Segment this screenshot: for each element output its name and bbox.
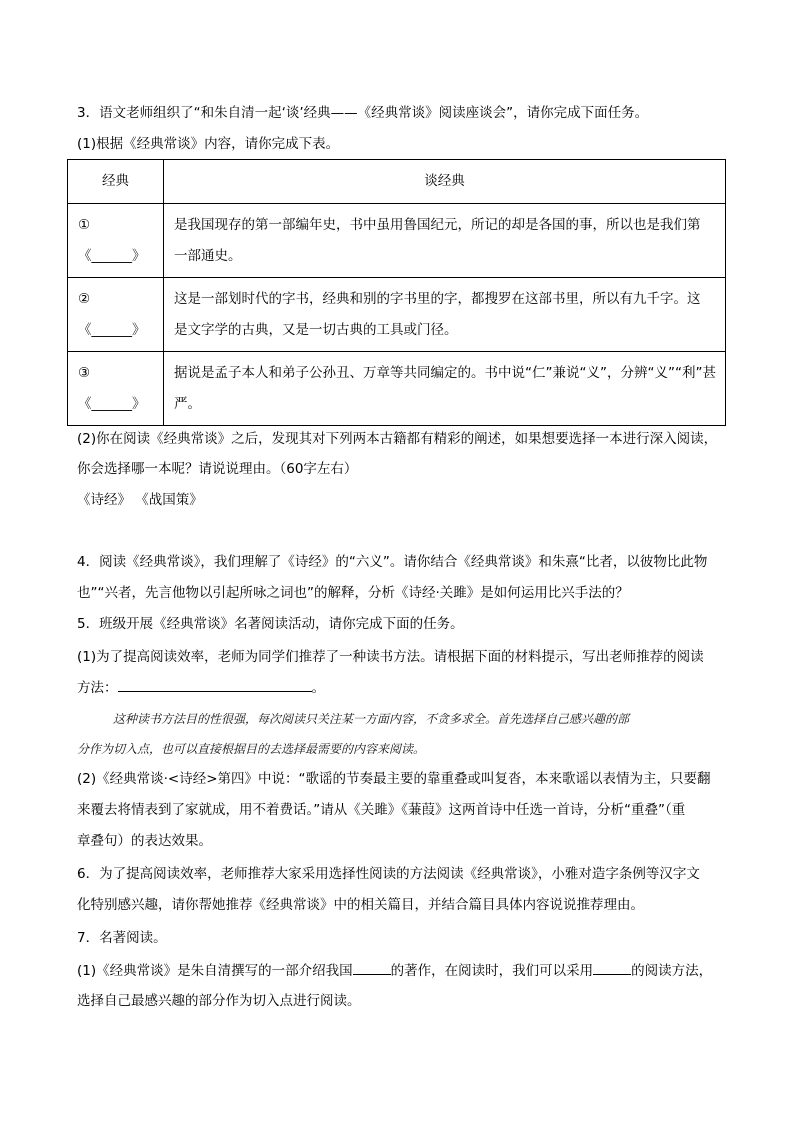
header-classic: 经典 [68,160,164,204]
table-cell-description [164,352,726,426]
description-line: 是我国现存的第一部编年史，书中虽用鲁国纪元，所记的却是各国的事，所以也是我们第 [174,216,701,233]
answer-suffix: 。 [311,680,325,696]
classics-table [67,159,726,426]
q3-title: 3．语文老师组织了“和朱自清一起‘谈’经典——《经典常谈》阅读座谈会”，请你完成下面任务。 [77,105,649,121]
q7-text-c: 的阅读方法， [631,963,713,979]
table-row [68,278,726,352]
description-line: 一部通史。 [174,247,242,264]
title-blank[interactable]: 《______》 [78,395,146,412]
q5-sub2-line2: 来覆去将情表到了家就成，用不着费话。”请从《关雎》《蒹葭》这两首诗中任选一首诗，分析“重叠”（重 [77,802,686,818]
q3-sub2-line1: (2)你在阅读《经典常谈》之后，发现其对下列两本古籍都有精彩的阐述，如果想要选择一本进行深入阅读， [77,431,718,447]
q4-line1: 4．阅读《经典常谈》，我们理解了《诗经》的“六义”。请你结合《经典常谈》和朱熹“比者，以彼物比此物 [77,554,708,570]
q6-line1: 6．为了提高阅读效率，老师推荐大家采用选择性阅读的方法阅读《经典常谈》，小雅对造字条例等汉字文 [77,866,700,882]
table-row [68,204,726,278]
q3-sub1: (1)根据《经典常谈》内容，请你完成下表。 [77,136,340,152]
q7-text-b: 的著作，在阅读时，我们可以采用 [390,963,594,979]
table-cell-classic [68,204,164,278]
material-note-line2: 分作为切入点，也可以直接根据目的去选择最需要的内容来阅读。 [77,742,426,756]
q5-sub2-line3: 章叠句）的表达效果。 [77,833,212,849]
answer-blank[interactable] [353,960,391,975]
table-cell-classic [68,352,164,426]
answer-prefix: 方法： [77,680,118,696]
q7-text-a: (1)《经典常谈》是朱自清撰写的一部介绍我国 [77,963,353,979]
answer-blank[interactable] [118,677,312,692]
q5-sub1-line1: (1)为了提高阅读效率，老师为同学们推荐了一种读书方法。请根据下面的材料提示，写出老师推荐的阅读 [77,649,704,665]
description-line: 是文字学的古典，又是一切古典的工具或门径。 [174,321,458,338]
table-cell-classic [68,278,164,352]
q3-book-options: 《诗经》 《战国策》 [77,492,203,508]
q5-sub1-line2 [77,677,325,698]
answer-blank[interactable] [593,960,631,975]
title-blank[interactable]: 《______》 [78,321,146,338]
table-header-row [68,160,726,204]
row-number: ③ [78,364,91,381]
q7-line1 [77,960,712,981]
q7-line2: 选择自己最感兴趣的部分作为切入点进行阅读。 [77,993,361,1009]
q6-line2: 化特别感兴趣，请你帮她推荐《经典常谈》中的相关篇目，并结合篇目具体内容说说推荐理由。 [77,897,644,913]
q3-sub2-line2: 你会选择哪一本呢？请说说理由。（60字左右） [77,461,358,477]
q4-line2: 也”“兴者，先言他物以引起所咏之词也”的解释，分析《诗经·关雎》是如何运用比兴手法的？ [77,585,629,601]
description-line: 据说是孟子本人和弟子公孙丑、万章等共同编定的。书中说“仁”兼说“义”，分辨“义”“利”甚 [174,364,716,381]
material-note-line1: 这种读书方法目的性很强，每次阅读只关注某一方面内容，不贪多求全。首先选择自己感兴趣的部 [113,712,630,726]
header-discussion: 谈经典 [164,160,726,204]
row-number: ② [78,290,91,307]
q5-title: 5．班级开展《经典常谈》名著阅读活动，请你完成下面的任务。 [77,616,464,632]
table-cell-description [164,278,726,352]
row-number: ① [78,216,91,233]
description-line: 严。 [174,395,201,412]
q7-title: 7．名著阅读。 [77,930,167,946]
description-line: 这是一部划时代的字书，经典和别的字书里的字，都搜罗在这部书里，所以有九千字。这 [174,290,701,307]
q5-sub2-line1: (2)《经典常谈·<诗经>第四》中说：“歌谣的节奏最主要的靠重叠或叫复沓，本来歌谣以表情为主，只要翻 [77,771,711,787]
title-blank[interactable]: 《______》 [78,247,146,264]
table-row [68,352,726,426]
table-cell-description [164,204,726,278]
